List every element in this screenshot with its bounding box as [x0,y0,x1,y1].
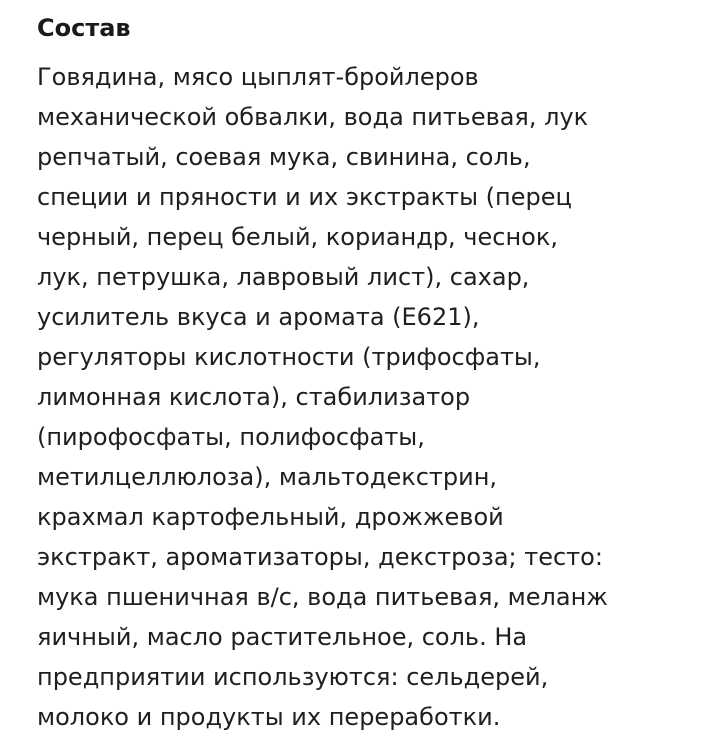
composition-line: лук, петрушка, лавровый лист), сахар, [37,263,530,291]
composition-line: лимонная кислота), стабилизатор [37,383,471,411]
composition-line: Говядина, мясо цыплят-бройлеров [37,63,479,91]
composition-line: специи и пряности и их экстракты (перец [37,183,572,211]
composition-line: механической обвалки, вода питьевая, лук [37,103,589,131]
composition-line: регуляторы кислотности (трифосфаты, [37,343,541,371]
composition-line: (пирофосфаты, полифосфаты, [37,423,425,451]
composition-line: экстракт, ароматизаторы, декстроза; тесто: [37,543,603,571]
section-title: Состав [37,14,131,42]
composition-line: мука пшеничная в/с, вода питьевая, меланж [37,583,608,611]
composition-line: черный, перец белый, кориандр, чеснок, [37,223,558,251]
composition-line: крахмал картофельный, дрожжевой [37,503,504,531]
composition-line: молоко и продукты их переработки. [37,703,501,731]
composition-text [37,57,697,737]
composition-line: яичный, масло растительное, соль. На [37,623,528,651]
composition-line: предприятии используются: сельдерей, [37,663,549,691]
composition-line: репчатый, соевая мука, свинина, соль, [37,143,531,171]
composition-line: метилцеллюлоза), мальтодекстрин, [37,463,498,491]
composition-line: усилитель вкуса и аромата (Е621), [37,303,480,331]
